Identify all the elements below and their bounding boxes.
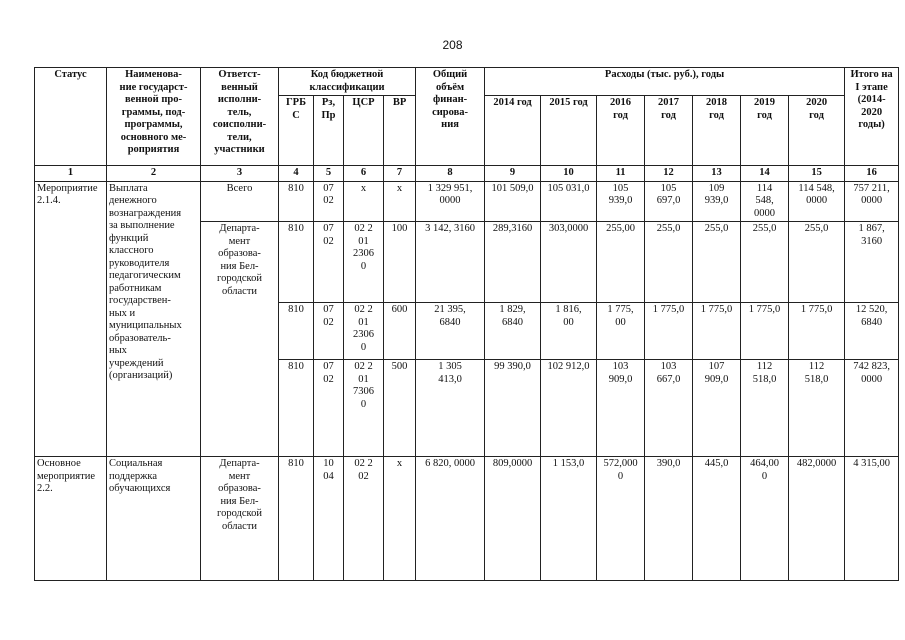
event1-row1-vr: х — [384, 181, 416, 222]
header-2019: 2019 год — [741, 96, 789, 166]
event1-row2-2017: 255,0 — [645, 222, 693, 303]
event2-csr: 02 2 02 — [344, 457, 384, 581]
header-budget-code: Код бюджетной классификации — [279, 68, 416, 96]
event1-row3-2020: 1 775,0 — [789, 303, 845, 360]
event2-grbs: 810 — [279, 457, 314, 581]
event1-row3-2019: 1 775,0 — [741, 303, 789, 360]
table-row — [35, 181, 899, 222]
event1-row4-total: 1 305 413,0 — [416, 360, 485, 457]
event2-responsible: Департа- мент образова- ния Бел- городской области — [201, 457, 279, 581]
header-rzpr: Рз, Пр — [314, 96, 344, 166]
column-number: 15 — [789, 166, 845, 182]
event1-row2-grbs: 810 — [279, 222, 314, 303]
event1-row3-2018: 1 775,0 — [693, 303, 741, 360]
event1-row3-2014: 1 829, 6840 — [485, 303, 541, 360]
event2-2018: 445,0 — [693, 457, 741, 581]
event2-2016: 572,000 0 — [597, 457, 645, 581]
event1-row1-csr: х — [344, 181, 384, 222]
event1-row4-csr: 02 2 01 7306 0 — [344, 360, 384, 457]
event1-row1-responsible: Всего — [201, 181, 279, 222]
event1-row3-2015: 1 816, 00 — [541, 303, 597, 360]
event1-row1-2019: 114 548, 0000 — [741, 181, 789, 222]
column-number: 13 — [693, 166, 741, 182]
event1-row1-2018: 109 939,0 — [693, 181, 741, 222]
event1-row1-2015: 105 031,0 — [541, 181, 597, 222]
column-number: 10 — [541, 166, 597, 182]
header-expenses: Расходы (тыс. руб.), годы — [485, 68, 845, 96]
header-stage-total: Итого на I этапе (2014- 2020 годы) — [845, 68, 899, 166]
page-number: 208 — [442, 38, 463, 52]
table-row — [35, 457, 899, 581]
header-2014: 2014 год — [485, 96, 541, 166]
event2-name: Социальная поддержка обучающихся — [107, 457, 201, 581]
event1-row2-2020: 255,0 — [789, 222, 845, 303]
event1-row2-rzpr: 07 02 — [314, 222, 344, 303]
header-csr: ЦСР — [344, 96, 384, 166]
event1-responsible-department: Департа- мент образова- ния Бел- городской области — [201, 222, 279, 457]
event2-2020: 482,0000 — [789, 457, 845, 581]
event2-rzpr: 10 04 — [314, 457, 344, 581]
event2-2015: 1 153,0 — [541, 457, 597, 581]
event1-row2-vr: 100 — [384, 222, 416, 303]
header-2020: 2020 год — [789, 96, 845, 166]
column-number: 3 — [201, 166, 279, 182]
column-number: 16 — [845, 166, 899, 182]
event1-row4-rzpr: 07 02 — [314, 360, 344, 457]
event1-row4-2015: 102 912,0 — [541, 360, 597, 457]
event1-row3-vr: 600 — [384, 303, 416, 360]
header-vr: ВР — [384, 96, 416, 166]
event1-row2-stage-total: 1 867, 3160 — [845, 222, 899, 303]
column-number: 12 — [645, 166, 693, 182]
event2-2014: 809,0000 — [485, 457, 541, 581]
event1-row3-grbs: 810 — [279, 303, 314, 360]
event1-row2-2015: 303,0000 — [541, 222, 597, 303]
event1-status: Мероприятие 2.1.4. — [35, 181, 107, 457]
event1-row1-rzpr: 07 02 — [314, 181, 344, 222]
column-number: 9 — [485, 166, 541, 182]
event1-row4-2020: 112 518,0 — [789, 360, 845, 457]
header-2016: 2016 год — [597, 96, 645, 166]
event1-row4-2018: 107 909,0 — [693, 360, 741, 457]
column-number: 6 — [344, 166, 384, 182]
event1-row1-2014: 101 509,0 — [485, 181, 541, 222]
event1-row1-stage-total: 757 211, 0000 — [845, 181, 899, 222]
event1-row3-csr: 02 2 01 2306 0 — [344, 303, 384, 360]
event1-row3-2016: 1 775, 00 — [597, 303, 645, 360]
event1-row4-2016: 103 909,0 — [597, 360, 645, 457]
header-2017: 2017 год — [645, 96, 693, 166]
event1-row4-vr: 500 — [384, 360, 416, 457]
column-number: 8 — [416, 166, 485, 182]
event1-row3-rzpr: 07 02 — [314, 303, 344, 360]
header-grbs: ГРБ С — [279, 96, 314, 166]
event1-row1-total: 1 329 951, 0000 — [416, 181, 485, 222]
event2-status: Основное мероприятие 2.2. — [35, 457, 107, 581]
event1-row1-2016: 105 939,0 — [597, 181, 645, 222]
event1-row1-2017: 105 697,0 — [645, 181, 693, 222]
header-2018: 2018 год — [693, 96, 741, 166]
event1-row3-total: 21 395, 6840 — [416, 303, 485, 360]
column-number: 4 — [279, 166, 314, 182]
column-numbers-row — [35, 166, 899, 182]
column-number: 7 — [384, 166, 416, 182]
event2-vr: х — [384, 457, 416, 581]
event1-row1-grbs: 810 — [279, 181, 314, 222]
header-total-volume: Общий объём финан- сирова- ния — [416, 68, 485, 166]
event1-row2-2014: 289,3160 — [485, 222, 541, 303]
event1-row2-2016: 255,00 — [597, 222, 645, 303]
column-number: 14 — [741, 166, 789, 182]
column-number: 1 — [35, 166, 107, 182]
event2-total: 6 820, 0000 — [416, 457, 485, 581]
event2-stage-total: 4 315,00 — [845, 457, 899, 581]
event1-row2-2018: 255,0 — [693, 222, 741, 303]
event1-row4-stage-total: 742 823, 0000 — [845, 360, 899, 457]
event1-row4-2019: 112 518,0 — [741, 360, 789, 457]
event1-row3-2017: 1 775,0 — [645, 303, 693, 360]
header-name: Наименова- ние государст- венной про- граммы, под- программы, основного ме- роприятия — [107, 68, 201, 166]
event1-row4-2017: 103 667,0 — [645, 360, 693, 457]
budget-table — [34, 67, 899, 581]
event2-2017: 390,0 — [645, 457, 693, 581]
event1-row4-2014: 99 390,0 — [485, 360, 541, 457]
column-number: 5 — [314, 166, 344, 182]
header-status: Статус — [35, 68, 107, 166]
column-number: 2 — [107, 166, 201, 182]
event1-name: Выплата денежного вознаграждения за выполнение функций классного руководителя педагогическим работникам государствен- ных и муниципальных образователь- ных учреждений (организаций) — [107, 181, 201, 457]
event1-row1-2020: 114 548, 0000 — [789, 181, 845, 222]
header-2015: 2015 год — [541, 96, 597, 166]
event1-row2-2019: 255,0 — [741, 222, 789, 303]
column-number: 11 — [597, 166, 645, 182]
event1-row2-csr: 02 2 01 2306 0 — [344, 222, 384, 303]
event1-row4-grbs: 810 — [279, 360, 314, 457]
event1-row3-stage-total: 12 520, 6840 — [845, 303, 899, 360]
event2-2019: 464,00 0 — [741, 457, 789, 581]
event1-row2-total: 3 142, 3160 — [416, 222, 485, 303]
header-responsible: Ответст- венный исполни- тель, соисполни- тели, участники — [201, 68, 279, 166]
